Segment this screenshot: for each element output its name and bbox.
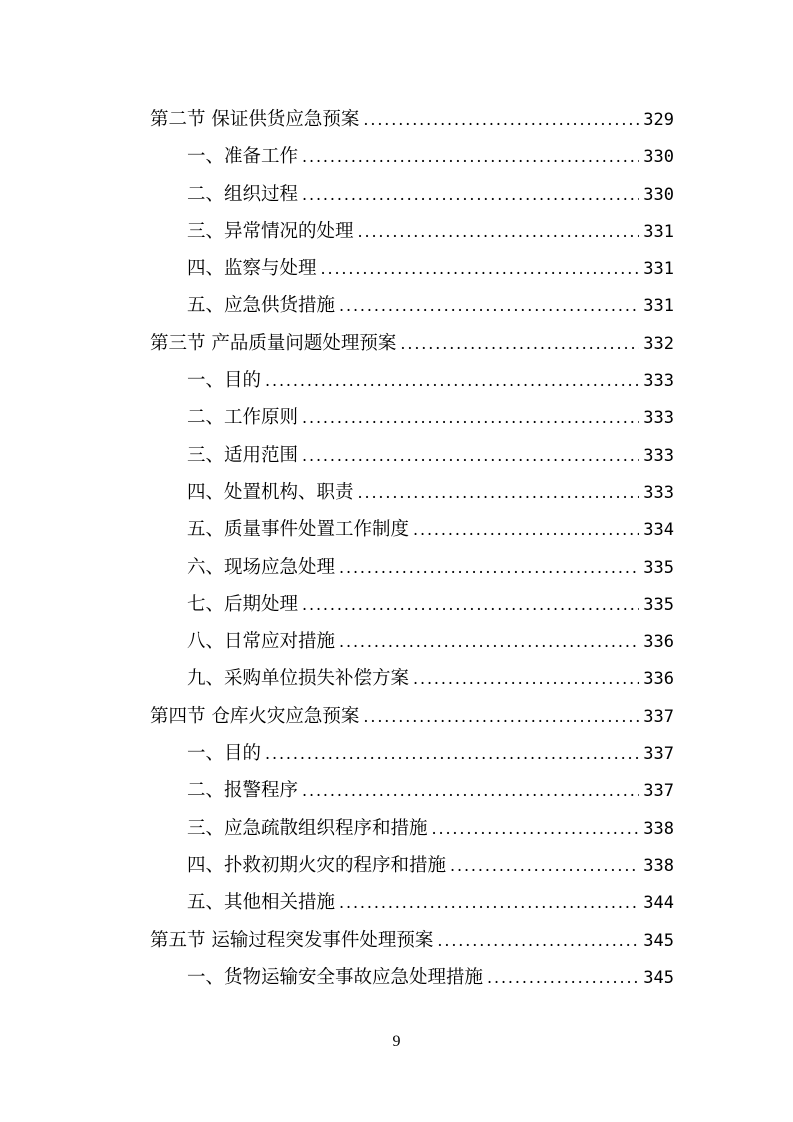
toc-subsection-entry[interactable] [150, 399, 674, 436]
toc-subsection-entry[interactable] [150, 213, 674, 250]
toc-entry-page: 344 [643, 893, 674, 914]
toc-entry-page: 337 [643, 706, 674, 727]
toc-dot-leader [487, 959, 639, 996]
toc-subsection-entry[interactable] [150, 287, 674, 324]
toc-section-entry[interactable] [150, 325, 674, 362]
toc-subsection-entry[interactable] [150, 735, 674, 772]
toc-dot-leader [339, 549, 639, 586]
toc-entry-title: 六、现场应急处理 [187, 556, 336, 578]
toc-dot-leader [358, 213, 640, 250]
toc-dot-leader [450, 847, 639, 884]
toc-entry-page: 338 [643, 818, 674, 839]
toc-entry-page: 335 [643, 594, 674, 615]
toc-entry-title: 三、应急疏散组织程序和措施 [187, 817, 428, 839]
toc-subsection-entry[interactable] [150, 176, 674, 213]
toc-subsection-entry[interactable] [150, 250, 674, 287]
toc-dot-leader [432, 810, 640, 847]
toc-dot-leader [321, 250, 640, 287]
toc-dot-leader [358, 474, 640, 511]
toc-entry-page: 331 [643, 296, 674, 317]
toc-entry-title: 二、组织过程 [187, 183, 299, 205]
toc-entry-title: 第五节 运输过程突发事件处理预案 [150, 929, 434, 951]
page-number: 9 [392, 1033, 401, 1050]
toc-entry-page: 333 [643, 445, 674, 466]
toc-entry-title: 五、其他相关措施 [187, 892, 336, 914]
toc-entry-title: 五、质量事件处置工作制度 [187, 519, 410, 541]
toc-dot-leader [413, 511, 639, 548]
toc-entry-page: 336 [643, 669, 674, 690]
toc-dot-leader [265, 362, 639, 399]
toc-entry-title: 一、准备工作 [187, 146, 299, 168]
toc-dot-leader [437, 922, 639, 959]
toc-dot-leader [302, 772, 639, 809]
toc-entry-title: 一、货物运输安全事故应急处理措施 [187, 966, 484, 988]
toc-entry-title: 第二节 保证供货应急预案 [150, 109, 360, 130]
toc-entry-title: 九、采购单位损失补偿方案 [187, 668, 410, 690]
toc-entry-page: 337 [643, 781, 674, 802]
toc-entry-page: 329 [643, 110, 674, 130]
toc-subsection-entry[interactable] [150, 549, 674, 586]
toc-subsection-entry[interactable] [150, 884, 674, 921]
toc-entry-title: 三、适用范围 [187, 444, 299, 466]
toc-section-entry[interactable] [150, 698, 674, 735]
toc-entry-title: 一、目的 [187, 743, 262, 765]
toc-entry-title: 五、应急供货措施 [187, 295, 336, 317]
table-of-contents [150, 101, 674, 996]
toc-entry-page: 345 [643, 967, 674, 988]
toc-entry-page: 331 [643, 221, 674, 242]
toc-dot-leader [265, 735, 639, 772]
toc-entry-page: 335 [643, 557, 674, 578]
toc-subsection-entry[interactable] [150, 586, 674, 623]
toc-entry-title: 一、目的 [187, 370, 262, 392]
toc-subsection-entry[interactable] [150, 623, 674, 660]
toc-dot-leader [302, 437, 639, 474]
toc-section-entry[interactable] [150, 101, 674, 138]
toc-entry-title: 三、异常情况的处理 [187, 220, 354, 242]
toc-entry-page: 334 [643, 520, 674, 541]
toc-subsection-entry[interactable] [150, 772, 674, 809]
toc-dot-leader [339, 623, 639, 660]
toc-entry-page: 330 [643, 147, 674, 168]
toc-entry-page: 338 [643, 855, 674, 876]
toc-dot-leader [302, 399, 639, 436]
toc-dot-leader [339, 287, 639, 324]
toc-dot-leader [302, 176, 639, 213]
toc-entry-title: 第三节 产品质量问题处理预案 [150, 332, 397, 354]
toc-subsection-entry[interactable] [150, 847, 674, 884]
toc-entry-title: 八、日常应对措施 [187, 631, 336, 653]
toc-section-entry[interactable] [150, 922, 674, 959]
toc-entry-title: 四、监察与处理 [187, 258, 317, 280]
toc-subsection-entry[interactable] [150, 959, 674, 996]
toc-dot-leader [363, 101, 639, 138]
toc-entry-title: 第四节 仓库火灾应急预案 [150, 705, 360, 727]
toc-subsection-entry[interactable] [150, 660, 674, 697]
toc-dot-leader [339, 884, 639, 921]
toc-entry-title: 四、处置机构、职责 [187, 481, 354, 503]
toc-subsection-entry[interactable] [150, 437, 674, 474]
toc-subsection-entry[interactable] [150, 474, 674, 511]
toc-entry-title: 四、扑救初期火灾的程序和措施 [187, 854, 447, 876]
toc-entry-page: 345 [643, 930, 674, 951]
toc-entry-page: 336 [643, 632, 674, 653]
toc-dot-leader [413, 660, 639, 697]
toc-entry-title: 二、报警程序 [187, 780, 299, 802]
toc-dot-leader [302, 138, 639, 175]
toc-entry-title: 七、后期处理 [187, 593, 299, 615]
toc-subsection-entry[interactable] [150, 511, 674, 548]
toc-subsection-entry[interactable] [150, 810, 674, 847]
toc-entry-title: 二、工作原则 [187, 407, 299, 429]
toc-entry-page: 330 [643, 184, 674, 205]
toc-entry-page: 331 [643, 259, 674, 280]
toc-subsection-entry[interactable] [150, 138, 674, 175]
toc-dot-leader [363, 698, 639, 735]
toc-subsection-entry[interactable] [150, 362, 674, 399]
toc-dot-leader [302, 586, 639, 623]
toc-entry-page: 333 [643, 371, 674, 392]
toc-dot-leader [400, 325, 639, 362]
toc-entry-page: 337 [643, 744, 674, 765]
toc-entry-page: 332 [643, 333, 674, 354]
toc-entry-page: 333 [643, 408, 674, 429]
toc-entry-page: 333 [643, 482, 674, 503]
